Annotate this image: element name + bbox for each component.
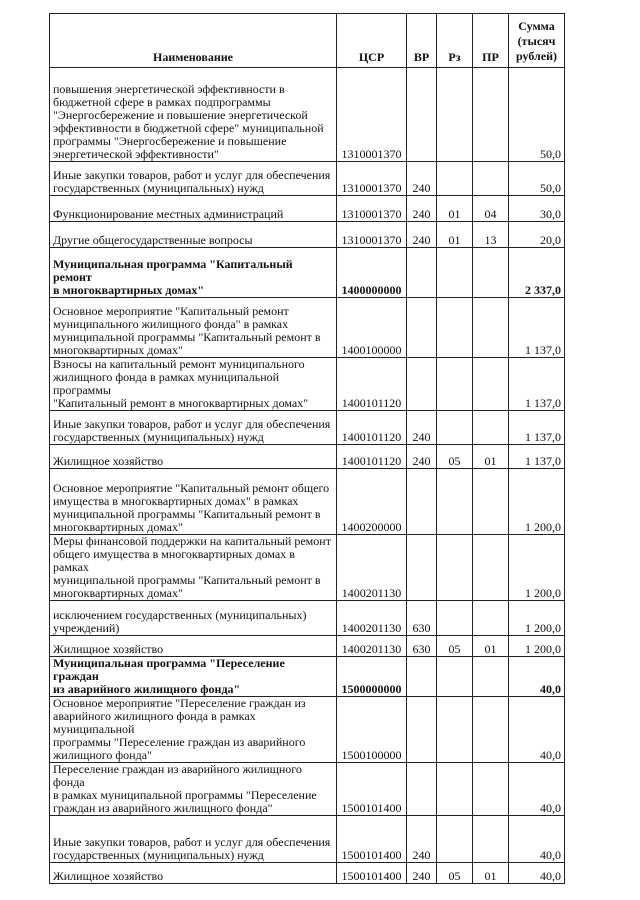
row-name-cell: Муниципальная программа "Капитальный ремонт в многоквартирных домах" <box>50 248 337 298</box>
table-row <box>50 697 565 763</box>
row-name-cell: Меры финансовой поддержки на капитальный ремонт общего имущества в многоквартирных домах в рамках муниципальной программы "Капитальный ремонт в многоквартирных домах" <box>50 535 337 601</box>
row-pr-cell <box>473 248 509 298</box>
row-csr-cell: 1400101120 <box>337 411 407 445</box>
table-row <box>50 445 565 469</box>
column-header-csr: ЦСР <box>337 14 407 68</box>
row-csr-cell: 1400201130 <box>337 601 407 636</box>
table-row <box>50 469 565 535</box>
row-csr-cell: 1400101120 <box>337 358 407 411</box>
column-header-vr: ВР <box>407 14 437 68</box>
row-sum-cell: 1 137,0 <box>509 298 565 358</box>
row-pr-cell <box>473 763 509 816</box>
row-pr-cell: 01 <box>473 863 509 884</box>
row-sum-cell: 1 137,0 <box>509 411 565 445</box>
row-csr-cell: 1500101400 <box>337 863 407 884</box>
table-header-row <box>50 14 565 68</box>
table-body <box>50 68 565 884</box>
row-vr-cell <box>407 248 437 298</box>
row-rz-cell <box>437 657 473 697</box>
table-row <box>50 298 565 358</box>
row-pr-cell <box>473 358 509 411</box>
row-pr-cell: 13 <box>473 222 509 248</box>
row-vr-cell <box>407 298 437 358</box>
row-name-cell: Основное мероприятие "Переселение граждан из аварийного жилищного фонда в рамках муниципальной программы "Переселение граждан из аварийного жилищного фонда" <box>50 697 337 763</box>
row-csr-cell: 1400201130 <box>337 636 407 657</box>
row-rz-cell: 05 <box>437 636 473 657</box>
table-row <box>50 248 565 298</box>
row-sum-cell: 20,0 <box>509 222 565 248</box>
row-csr-cell: 1400101120 <box>337 445 407 469</box>
row-pr-cell <box>473 298 509 358</box>
row-vr-cell: 240 <box>407 162 437 196</box>
row-pr-cell <box>473 601 509 636</box>
row-vr-cell: 240 <box>407 445 437 469</box>
row-vr-cell <box>407 358 437 411</box>
row-pr-cell: 01 <box>473 636 509 657</box>
row-pr-cell <box>473 657 509 697</box>
row-rz-cell <box>437 535 473 601</box>
row-vr-cell <box>407 68 437 162</box>
row-sum-cell: 1 200,0 <box>509 601 565 636</box>
row-pr-cell <box>473 535 509 601</box>
row-pr-cell <box>473 816 509 863</box>
row-sum-cell: 1 137,0 <box>509 445 565 469</box>
row-sum-cell: 50,0 <box>509 162 565 196</box>
row-name-cell: Взносы на капитальный ремонт муниципального жилищного фонда в рамках муниципальной программы "Капитальный ремонт в многоквартирных домах" <box>50 358 337 411</box>
row-name-cell: Жилищное хозяйство <box>50 636 337 657</box>
row-rz-cell <box>437 469 473 535</box>
row-rz-cell <box>437 68 473 162</box>
row-pr-cell <box>473 162 509 196</box>
row-sum-cell: 1 200,0 <box>509 535 565 601</box>
row-sum-cell: 1 137,0 <box>509 358 565 411</box>
column-header-sum: Сумма (тысяч рублей) <box>509 14 565 68</box>
row-name-cell: Жилищное хозяйство <box>50 445 337 469</box>
row-vr-cell <box>407 535 437 601</box>
row-vr-cell <box>407 763 437 816</box>
row-rz-cell <box>437 248 473 298</box>
row-rz-cell: 05 <box>437 863 473 884</box>
row-pr-cell <box>473 411 509 445</box>
row-name-cell: Переселение граждан из аварийного жилищного фонда в рамках муниципальной программы "Переселение граждан из аварийного жилищного фонда" <box>50 763 337 816</box>
row-name-cell: Основное мероприятие "Капитальный ремонт общего имущества в многоквартирных домах" в рамках муниципальной программы "Капитальный ремонт в многоквартирных домах" <box>50 469 337 535</box>
budget-table <box>49 13 565 884</box>
row-csr-cell: 1310001370 <box>337 222 407 248</box>
table-row <box>50 162 565 196</box>
column-header-rz: Рз <box>437 14 473 68</box>
row-vr-cell: 240 <box>407 222 437 248</box>
row-sum-cell: 50,0 <box>509 68 565 162</box>
table-row <box>50 535 565 601</box>
row-rz-cell <box>437 816 473 863</box>
row-sum-cell: 2 337,0 <box>509 248 565 298</box>
row-rz-cell <box>437 697 473 763</box>
row-rz-cell <box>437 298 473 358</box>
table-row <box>50 222 565 248</box>
row-csr-cell: 1500000000 <box>337 657 407 697</box>
row-vr-cell <box>407 469 437 535</box>
table-row <box>50 636 565 657</box>
row-csr-cell: 1500100000 <box>337 697 407 763</box>
row-pr-cell <box>473 469 509 535</box>
row-name-cell: Другие общегосударственные вопросы <box>50 222 337 248</box>
table-row <box>50 196 565 222</box>
row-sum-cell: 40,0 <box>509 816 565 863</box>
row-csr-cell: 1310001370 <box>337 162 407 196</box>
row-pr-cell: 01 <box>473 445 509 469</box>
table-row <box>50 763 565 816</box>
table-row <box>50 68 565 162</box>
row-csr-cell: 1500101400 <box>337 763 407 816</box>
row-sum-cell: 1 200,0 <box>509 469 565 535</box>
row-sum-cell: 30,0 <box>509 196 565 222</box>
column-header-pr: ПР <box>473 14 509 68</box>
row-vr-cell: 630 <box>407 601 437 636</box>
row-name-cell: повышения энергетической эффективности в бюджетной сфере в рамках подпрограммы "Энергосбережение и повышение энергетической эффективности в бюджетной сфере" муниципальной программы "Энергосбережение и повышение энергетической эффективности" <box>50 68 337 162</box>
row-rz-cell <box>437 411 473 445</box>
row-pr-cell <box>473 697 509 763</box>
row-name-cell: исключением государственных (муниципальных) учреждений) <box>50 601 337 636</box>
row-csr-cell: 1400000000 <box>337 248 407 298</box>
row-csr-cell: 1400200000 <box>337 469 407 535</box>
row-rz-cell: 01 <box>437 222 473 248</box>
table-row <box>50 863 565 884</box>
row-rz-cell: 05 <box>437 445 473 469</box>
table-row <box>50 411 565 445</box>
row-rz-cell <box>437 162 473 196</box>
row-sum-cell: 40,0 <box>509 657 565 697</box>
row-vr-cell <box>407 697 437 763</box>
row-vr-cell <box>407 657 437 697</box>
row-csr-cell: 1500101400 <box>337 816 407 863</box>
row-rz-cell <box>437 763 473 816</box>
table-row <box>50 657 565 697</box>
row-vr-cell: 630 <box>407 636 437 657</box>
table-row <box>50 816 565 863</box>
row-name-cell: Функционирование местных администраций <box>50 196 337 222</box>
row-name-cell: Муниципальная программа "Переселение граждан из аварийного жилищного фонда" <box>50 657 337 697</box>
row-vr-cell: 240 <box>407 816 437 863</box>
row-name-cell: Иные закупки товаров, работ и услуг для обеспечения государственных (муниципальных) нужд <box>50 816 337 863</box>
row-name-cell: Иные закупки товаров, работ и услуг для обеспечения государственных (муниципальных) нужд <box>50 411 337 445</box>
row-name-cell: Иные закупки товаров, работ и услуг для обеспечения государственных (муниципальных) нужд <box>50 162 337 196</box>
row-csr-cell: 1400100000 <box>337 298 407 358</box>
row-pr-cell: 04 <box>473 196 509 222</box>
row-vr-cell: 240 <box>407 196 437 222</box>
row-rz-cell <box>437 358 473 411</box>
row-sum-cell: 40,0 <box>509 697 565 763</box>
row-sum-cell: 40,0 <box>509 763 565 816</box>
row-vr-cell: 240 <box>407 411 437 445</box>
row-csr-cell: 1310001370 <box>337 68 407 162</box>
table-row <box>50 601 565 636</box>
row-rz-cell: 01 <box>437 196 473 222</box>
row-vr-cell: 240 <box>407 863 437 884</box>
column-header-name: Наименование <box>50 14 337 68</box>
row-rz-cell <box>437 601 473 636</box>
row-sum-cell: 1 200,0 <box>509 636 565 657</box>
row-csr-cell: 1400201130 <box>337 535 407 601</box>
row-name-cell: Основное мероприятие "Капитальный ремонт муниципального жилищного фонда" в рамках муниципальной программы "Капитальный ремонт в многоквартирных домах" <box>50 298 337 358</box>
row-sum-cell: 40,0 <box>509 863 565 884</box>
row-csr-cell: 1310001370 <box>337 196 407 222</box>
table-row <box>50 358 565 411</box>
row-name-cell: Жилищное хозяйство <box>50 863 337 884</box>
row-pr-cell <box>473 68 509 162</box>
